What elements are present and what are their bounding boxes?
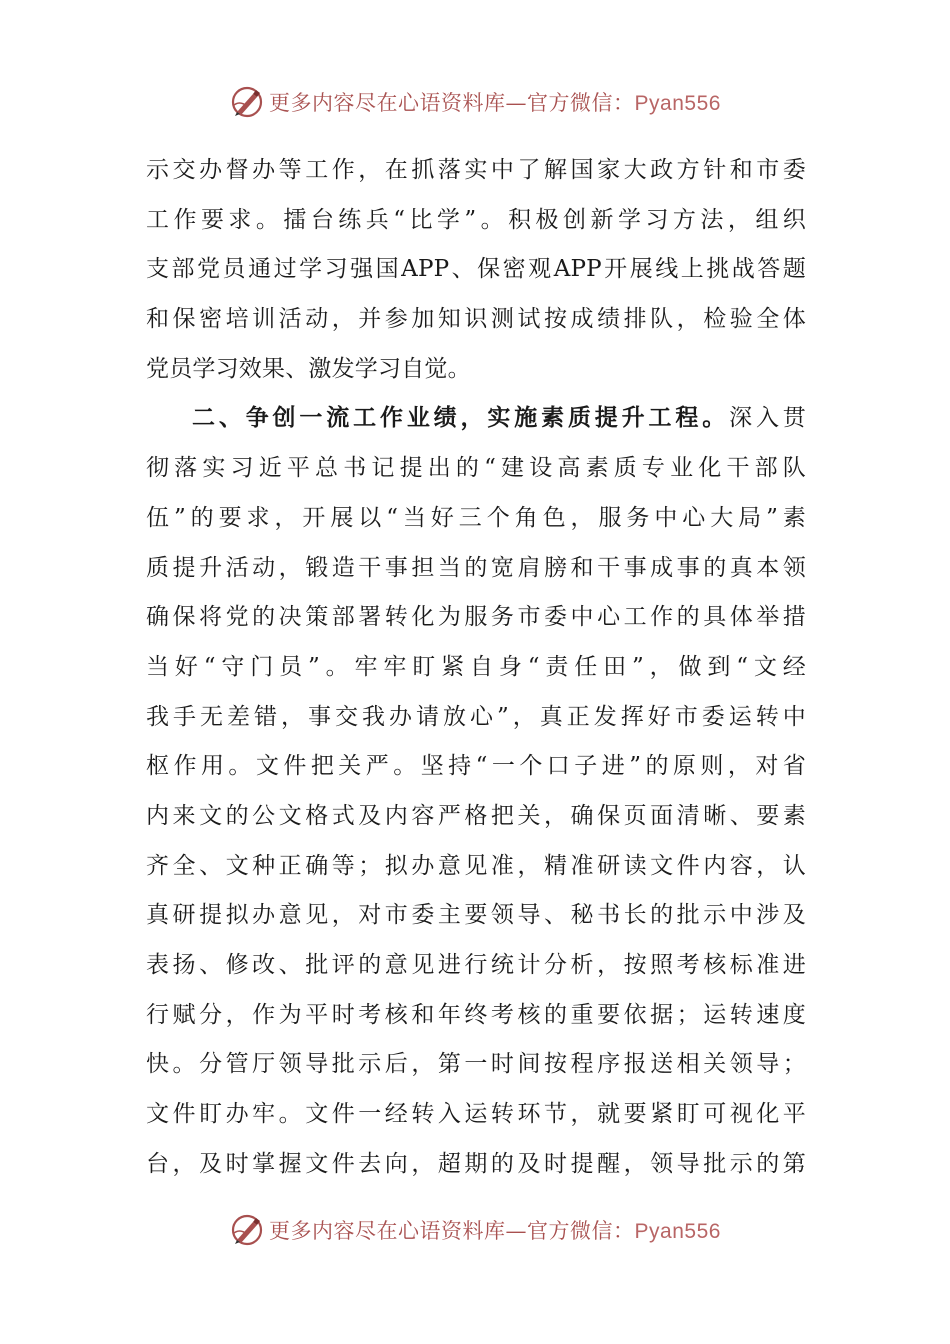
- paragraph-line: 台，及时掌握文件去向，超期的及时提醒，领导批示的第: [146, 1150, 806, 1177]
- paragraph-line: 枢作用。文件把关严。坚持“一个口子进”的原则，对省: [146, 753, 806, 780]
- header-wechat-id: Pyan556: [634, 92, 721, 115]
- paragraph-text: 深入贯: [729, 405, 807, 432]
- paragraph-line: 表扬、修改、批评的意见进行统计分析，按照考核标准进: [146, 952, 806, 978]
- paragraph-line: 和保密培训活动，并参加知识测试按成绩排队，检验全体: [146, 306, 806, 333]
- document-body: [146, 146, 806, 1189]
- pen-logo-icon: [229, 1212, 265, 1248]
- paragraph-line: 文件盯办牢。文件一经转入运转环节，就要紧盯可视化平: [146, 1101, 806, 1128]
- header-banner-label: 更多内容尽在心语资料库—官方微信：: [269, 91, 635, 115]
- paragraph-line: 行赋分，作为平时考核和年终考核的重要依据；运转速度: [146, 1001, 806, 1028]
- paragraph-line: 支部党员通过学习强国APP、保密观APP开展线上挑战答题: [146, 256, 806, 283]
- paragraph-first-line: [146, 394, 806, 444]
- footer-wechat-id: Pyan556: [634, 1220, 721, 1243]
- paragraph-line: 伍”的要求，开展以“当好三个角色，服务中心大局”素: [146, 504, 806, 531]
- pen-logo-icon: [229, 84, 265, 120]
- paragraph-line: 确保将党的决策部署转化为服务市委中心工作的具体举措: [146, 604, 806, 631]
- paragraph-1: [146, 146, 806, 394]
- paragraph-line: 示交办督办等工作，在抓落实中了解国家大政方针和市委: [146, 157, 806, 183]
- paragraph-line: 工作要求。擂台练兵“比学”。积极创新学习方法，组织: [146, 206, 806, 233]
- footer-banner-label: 更多内容尽在心语资料库—官方微信：: [269, 1219, 635, 1243]
- paragraph-line: 我手无差错，事交我办请放心”，真正发挥好市委运转中: [146, 703, 806, 730]
- paragraph-line: 当好“守门员”。牢牢盯紧自身“责任田”，做到“文经: [146, 653, 806, 680]
- header-banner-text: [269, 87, 721, 117]
- paragraph-line: 质提升活动，锻造干事担当的宽肩膀和干事成事的真本领: [146, 554, 806, 581]
- paragraph-2: [146, 394, 806, 1189]
- paragraph-line: 内来文的公文格式及内容严格把关，确保页面清晰、要素: [146, 802, 806, 829]
- footer-banner: [0, 1210, 950, 1250]
- paragraph-line: 党员学习效果、激发学习自觉。: [146, 355, 471, 382]
- paragraph-line: 齐全、文种正确等；拟办意见准，精准研读文件内容，认: [146, 852, 806, 879]
- paragraph-line: 快。分管厅领导批示后，第一时间按程序报送相关领导；: [146, 1051, 806, 1078]
- section-heading: 二、争创一流工作业绩，实施素质提升工程。: [192, 405, 730, 432]
- header-banner: [0, 82, 950, 122]
- footer-banner-text: [269, 1215, 721, 1245]
- paragraph-line: 彻落实习近平总书记提出的“建设高素质专业化干部队: [146, 455, 806, 482]
- paragraph-line: 真研提拟办意见，对市委主要领导、秘书长的批示中涉及: [146, 902, 806, 929]
